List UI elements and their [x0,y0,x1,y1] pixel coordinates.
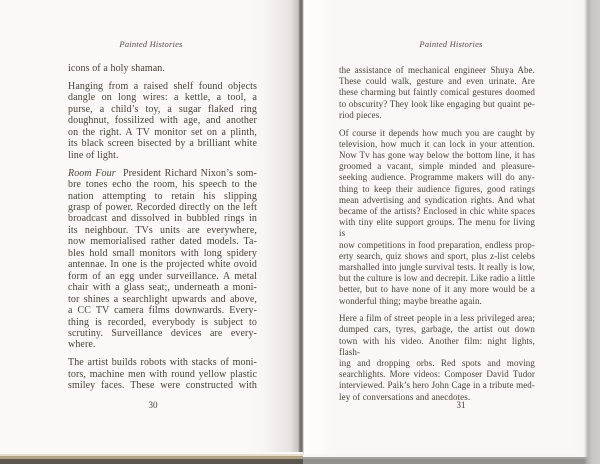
paragraph [68,81,257,161]
text-line: bre tones echo the room, his speech to the [68,179,257,191]
text-line: tor shines a searchlight upwards and above, [68,293,257,305]
text-line: where. [68,339,96,351]
text-line: marshalled into jungle survival tests. It really is low, [339,261,535,272]
text-line: line of light. [68,149,119,161]
text-line: icons of a holy shaman. [68,63,166,74]
right-page-number: 31 [456,400,466,410]
text-line: its black screen bisected by a brilliant white [68,138,257,150]
text-line: ley of conversations and anecdotes. [339,391,471,402]
text-line: Room Four President Richard Nixon’s som- [68,167,257,179]
left-text-column [68,63,257,398]
right-running-head: Painted Histories [419,39,483,49]
text-line: now competitions in food preparation, endless prop- [339,239,535,250]
text-line: a CC TV camera films downwards. Every- [68,305,257,317]
scan-right-edge [584,0,600,464]
text-line: better, but to have none of it any more would be a [339,284,535,295]
text-line: form of an egg under surveillance. A metal [68,270,257,282]
text-line: dangle on long wires: a kettle, a tool, a [68,92,257,104]
text-line: town with his video. Another film: night lights, flash- [339,335,535,357]
text-line: chair with a glass seat;, underneath a moni- [68,282,257,294]
text-line: riod pieces. [339,109,382,120]
right-text-column [339,65,535,409]
text-line: on the right. A TV monitor set on a plinth, [68,126,257,138]
text-line: Here a film of street people in a less privileged area; [339,313,535,324]
text-line: tors, machine men with round yellow plastic [68,368,257,380]
text-line: became of the artists? Enclosed in chic white spaces [339,205,535,216]
text-line: ing and dropping orbs. Red spots and moving [339,358,535,369]
text-line: but the culture is low and decrepit. Like radio a little [339,273,535,284]
text-line: to obscurity? They look like engaging but quaint pe- [339,98,535,109]
text-line: seeking audience. Programme makers will do any- [339,172,535,183]
text-line: thing is recorded, everybody is subject to [68,316,257,328]
left-page-number: 30 [148,400,158,410]
paragraph [68,63,257,74]
text-line: thing to keep their audience figures, good ratings [339,183,535,194]
paragraph [68,357,257,391]
right-page-bottom-edge [303,454,600,464]
text-line: these charming but faintly comical gestures doomed [339,87,535,98]
text-line: The artist builds robots with stacks of moni- [68,357,257,369]
text-line: wonderful thing; maybe breathe again. [339,295,482,306]
text-line: the assistance of mechanical engineer Shuya Abe. [339,65,535,75]
text-line: Of course it depends how much you are caught by [339,127,535,138]
text-line: television, how much it can lock in your attention. [339,138,535,149]
italic-lead: Room Four [68,167,116,179]
text-line: now memorialised rather dated models. Ta- [68,236,257,248]
text-line: doughnut, fossilized with age, and another [68,115,257,127]
text-line: interviewed. Paik’s hero John Cage in a tribute med- [339,380,535,391]
text-line: smiley faces. These were constructed with [68,380,257,392]
paragraph [339,65,535,121]
text-line: erty search, quiz shows and sport, plus z-list celebs [339,250,535,261]
text-line: antennae. In one is the projected white ovoid [68,259,257,271]
text-line: with tiny elite support groups. The menu for living is [339,217,535,239]
text-line: broadcast and dissolved in bubbled rings in [68,213,257,225]
text-line: groomed a vacant, simple minded and pleasure- [339,161,535,172]
right-page [302,0,600,464]
text-line: Hanging from a raised shelf found objects [68,80,257,92]
text-line: These could walk, gesture and even urinate. Are [339,76,535,87]
text-line: searchlights. More videos: Composer David Tudor [339,369,535,380]
text-line: mean advertising and syndication rights. And what [339,194,535,205]
text-line: scrutiny. Surveillance devices are every- [68,327,257,339]
text-line: bles hold small monitors with long spidery [68,247,257,259]
paragraph [339,313,535,403]
left-running-head: Painted Histories [119,39,183,49]
text-line: dumped cars, tyres, garbage, the artist out down [339,324,535,335]
paragraph [68,168,257,351]
text-line: Now Tv has gone way below the bottom line, it has [339,149,535,160]
text-line: grasp of power. Recorded directly on the left [68,201,257,213]
text-line: purse, a child’s toy, a sugar flaked ring [68,103,257,115]
text-line: its neighbour. TVs units are everywhere, [68,224,257,236]
text-line: nation attempting to retain his slipping [68,190,257,202]
paragraph [339,128,535,307]
left-page-bottom-edge [0,452,303,464]
